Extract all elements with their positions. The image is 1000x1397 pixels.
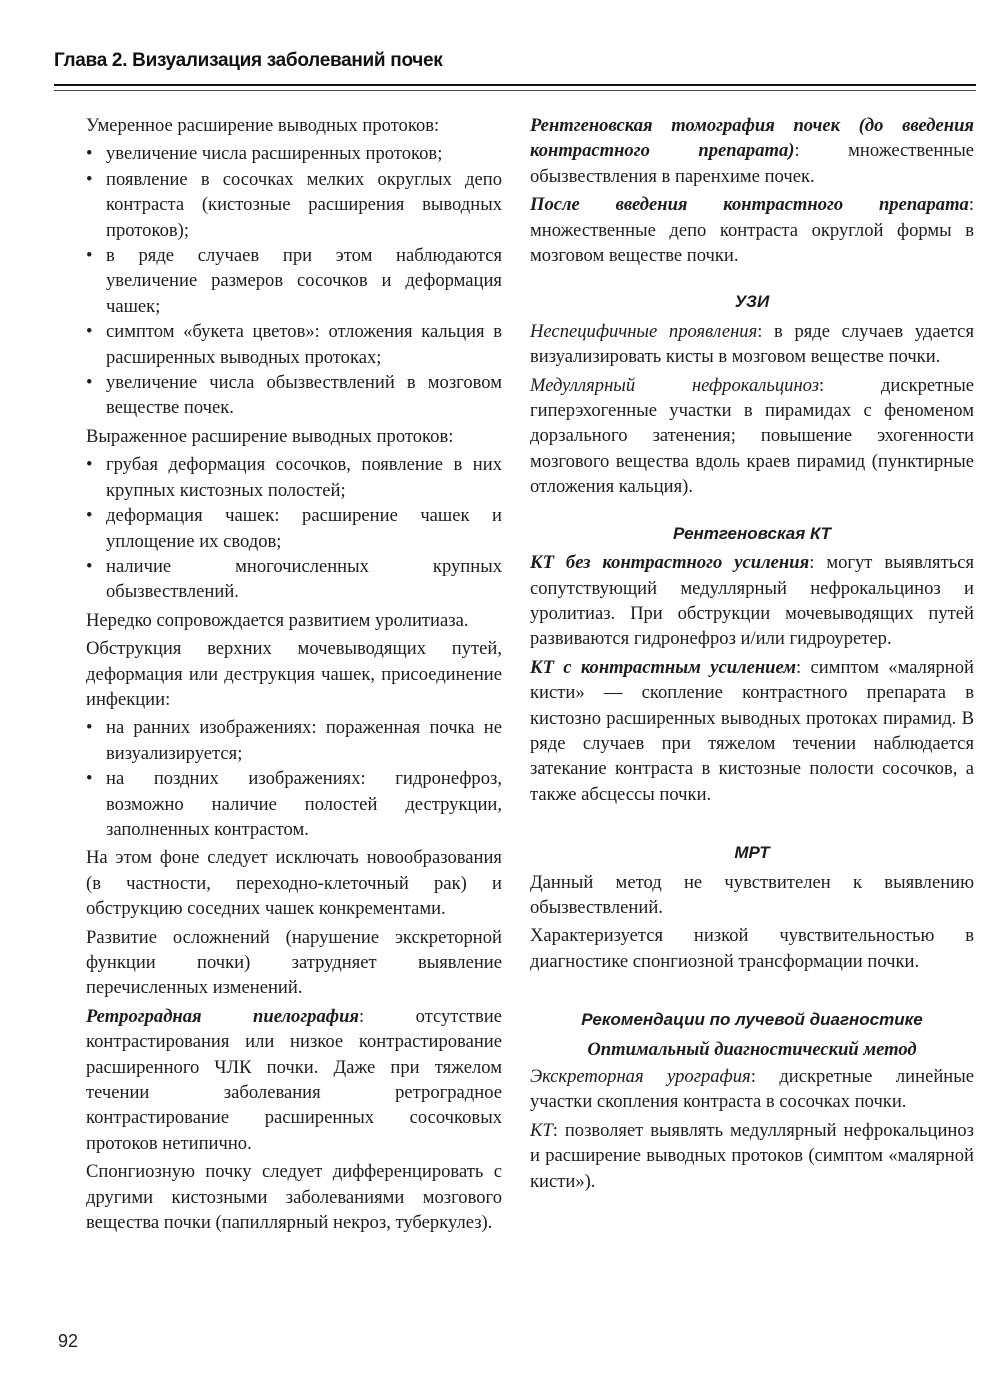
bullet-icon: • [86,768,93,790]
list-item: • на поздних изображениях: гидронефроз, возможно наличие полостей деструкции, заполненных контрастом. [86,768,502,840]
paragraph: Медуллярный нефрокальциноз: дискретные гиперэхогенные участки в пирамидах с феноменом дорзального затенения; повышение эхогенности мозгового вещества вдоль краев пирамид (пунктирные отложения кальция). [530,374,974,498]
bullet-icon: • [86,505,93,527]
term-tomography: Рентгеновская томография почек (до введения контрастного препарата) [530,115,974,162]
list-item: • появление в сосочках мелких округлых депо контраста (кистозные расширения выводных протоков); [86,168,502,241]
bullet-list-severe [86,452,502,604]
bullet-icon: • [86,555,93,577]
section-heading-recommendations: Рекомендации по лучевой диагностике [581,1010,923,1030]
bullet-icon: • [86,168,93,190]
paragraph: Развитие осложнений (нарушение экскреторной функции почки) затрудняет выявление перечисленных изменений. [86,926,502,999]
paragraph: КТ: позволяет выявлять медуллярный нефрокальциноз и расширение выводных протоков (симптом «малярной кисти»). [530,1119,974,1192]
paragraph: Неспецифичные проявления: в ряде случаев удается визуализировать кисты в мозговом веществе почки. [530,320,974,368]
term-urography: Экскреторная урография [530,1066,751,1087]
subheading-optimal-method: Оптимальный диагностический метод [587,1038,917,1060]
paragraph: На этом фоне следует исключать новообразования (в частности, переходно-клеточный рак) и обструкцию соседних чашек конкрементами. [86,847,502,920]
paragraph: Экскреторная урография: дискретные линейные участки скопления контраста в сосочках почки. [530,1066,974,1113]
bullet-icon: • [86,372,93,394]
list-item: • в ряде случаев при этом наблюдаются увеличение размеров сосочков и деформация чашек; [86,245,502,317]
term-nonspecific: Неспецифичные проявления [530,320,758,342]
term-ct: КТ [530,1119,553,1141]
header-divider-thin [54,90,976,91]
left-column [86,113,502,1238]
section-heading-mri: МРТ [734,843,770,863]
paragraph: Характеризуется низкой чувствительностью в диагностике спонгиозной трансформации почки. [530,925,974,972]
list-item: • на ранних изображениях: пораженная почка не визуализируется; [86,717,502,764]
term-nephrocalcinosis: Медуллярный нефрокальциноз [530,374,819,396]
section-heading-uzi: УЗИ [734,292,770,312]
paragraph: Данный метод не чувствителен к выявлению обызвествлений. [530,871,974,918]
right-column [530,113,974,1197]
bullet-icon: • [86,143,93,165]
paragraph: Умеренное расширение выводных протоков: [86,115,440,136]
header-divider [54,84,976,86]
paragraph: Выраженное расширение выводных протоков: [86,425,454,447]
term-ct-contrast: КТ с контрастным усилением [530,656,797,678]
list-item: • грубая деформация сосочков, появление в них крупных кистозных полостей; [86,454,502,501]
bullet-icon: • [86,245,93,267]
bullet-icon: • [86,321,93,343]
chapter-title: Глава 2. Визуализация заболеваний почек [54,50,443,71]
paragraph: Спонгиозную почку следует дифференцировать с другими кистозными заболеваниями мозгового вещества почки (папиллярный некроз, туберкулез). [86,1161,502,1234]
bullet-list-moderate [86,141,502,420]
bullet-icon: • [86,717,93,739]
paragraph: Рентгеновская томография почек (до введения контрастного препарата): множественные обызвествления в паренхиме почек. [530,115,974,187]
term-ct-noncontrast: КТ без контрастного усиления [530,552,810,574]
paragraph: КТ без контрастного усиления: могут выявляться сопутствующий медуллярный нефрокальциноз и уролитиаз. При обструкции мочевыводящих путей развиваются гидронефроз и/или гидроуретер. [530,552,974,650]
list-item: • увеличение числа расширенных протоков; [86,141,502,166]
paragraph: КТ с контрастным усилением: симптом «малярной кисти» — скопление контрастного препарата в кистозно расширенных выводных протоках пирамид. В ряде случаев при тяжелом течении наблюдается затекание контраста в кистозные полости сосочков, а также абсцессы почки. [530,656,974,805]
term-after-contrast: После введения контрастного препарата [530,194,969,216]
section-heading-ct: Рентгеновская КТ [672,523,832,543]
list-item: • наличие многочисленных крупных обызвествлений. [86,555,502,603]
paragraph: Ретроградная пиелография: отсутствие контрастирования или низкое контрастирование расширенного ЧЛК почки. Даже при тяжелом течении заболевания ретроградное контрастирование расширенных сосочковых протоков нетипично. [86,1005,502,1154]
list-item: • увеличение числа обызвествлений в мозговом веществе почек. [86,372,502,419]
page-number: 92 [58,1331,79,1351]
paragraph: Нередко сопровождается развитием уролитиаза. [86,609,469,631]
paragraph: После введения контрастного препарата: множественные депо контраста округлой формы в мозговом веществе почки. [530,194,974,267]
bullet-icon: • [86,454,93,476]
list-item: • деформация чашек: расширение чашек и уплощение их сводов; [86,505,502,552]
list-item: • симптом «букета цветов»: отложения кальция в расширенных выводных протоках; [86,321,502,368]
bullet-list-obstruction [86,715,502,842]
paragraph: Обструкция верхних мочевыводящих путей, деформация или деструкция чашек, присоединение инфекции: [86,638,502,710]
term-retrograde: Ретроградная пиелография [86,1005,360,1027]
